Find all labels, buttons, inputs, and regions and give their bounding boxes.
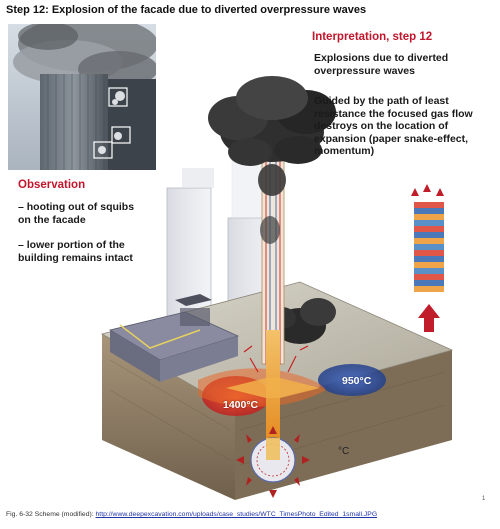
caption-link[interactable]: http://www.deepexcavation.com/uploads/case_studies/WTC_TimesPhoto_Edited_1small.JPG	[95, 511, 378, 518]
interpretation-text-2: Guided by the path of least resistance the focused gas flow destroys on the location of expansion (paper snake-effect, momentum)	[314, 95, 473, 157]
temperature-label-bottom: °C	[338, 446, 350, 457]
observation-bullet: – hooting out of squibs on the facade	[18, 201, 135, 226]
page-mark: 1	[482, 496, 486, 502]
observation-bullet: – lower portion of the building remains intact	[18, 239, 133, 264]
temperature-label-left: 1400°C	[223, 399, 259, 411]
caption-prefix: Fig. 6-32 Scheme (modified):	[6, 511, 96, 518]
interpretation-text-1: Explosions due to diverted overpressure waves	[314, 52, 449, 77]
step-title: Step 12: Explosion of the facade due to diverted overpressure waves	[6, 4, 367, 16]
squib-column-icon	[411, 184, 444, 332]
interpretation-heading: Interpretation, step 12	[312, 31, 433, 43]
observation-heading: Observation	[18, 179, 86, 191]
temperature-label-right: 950°C	[342, 375, 372, 387]
figure-caption	[6, 511, 377, 518]
